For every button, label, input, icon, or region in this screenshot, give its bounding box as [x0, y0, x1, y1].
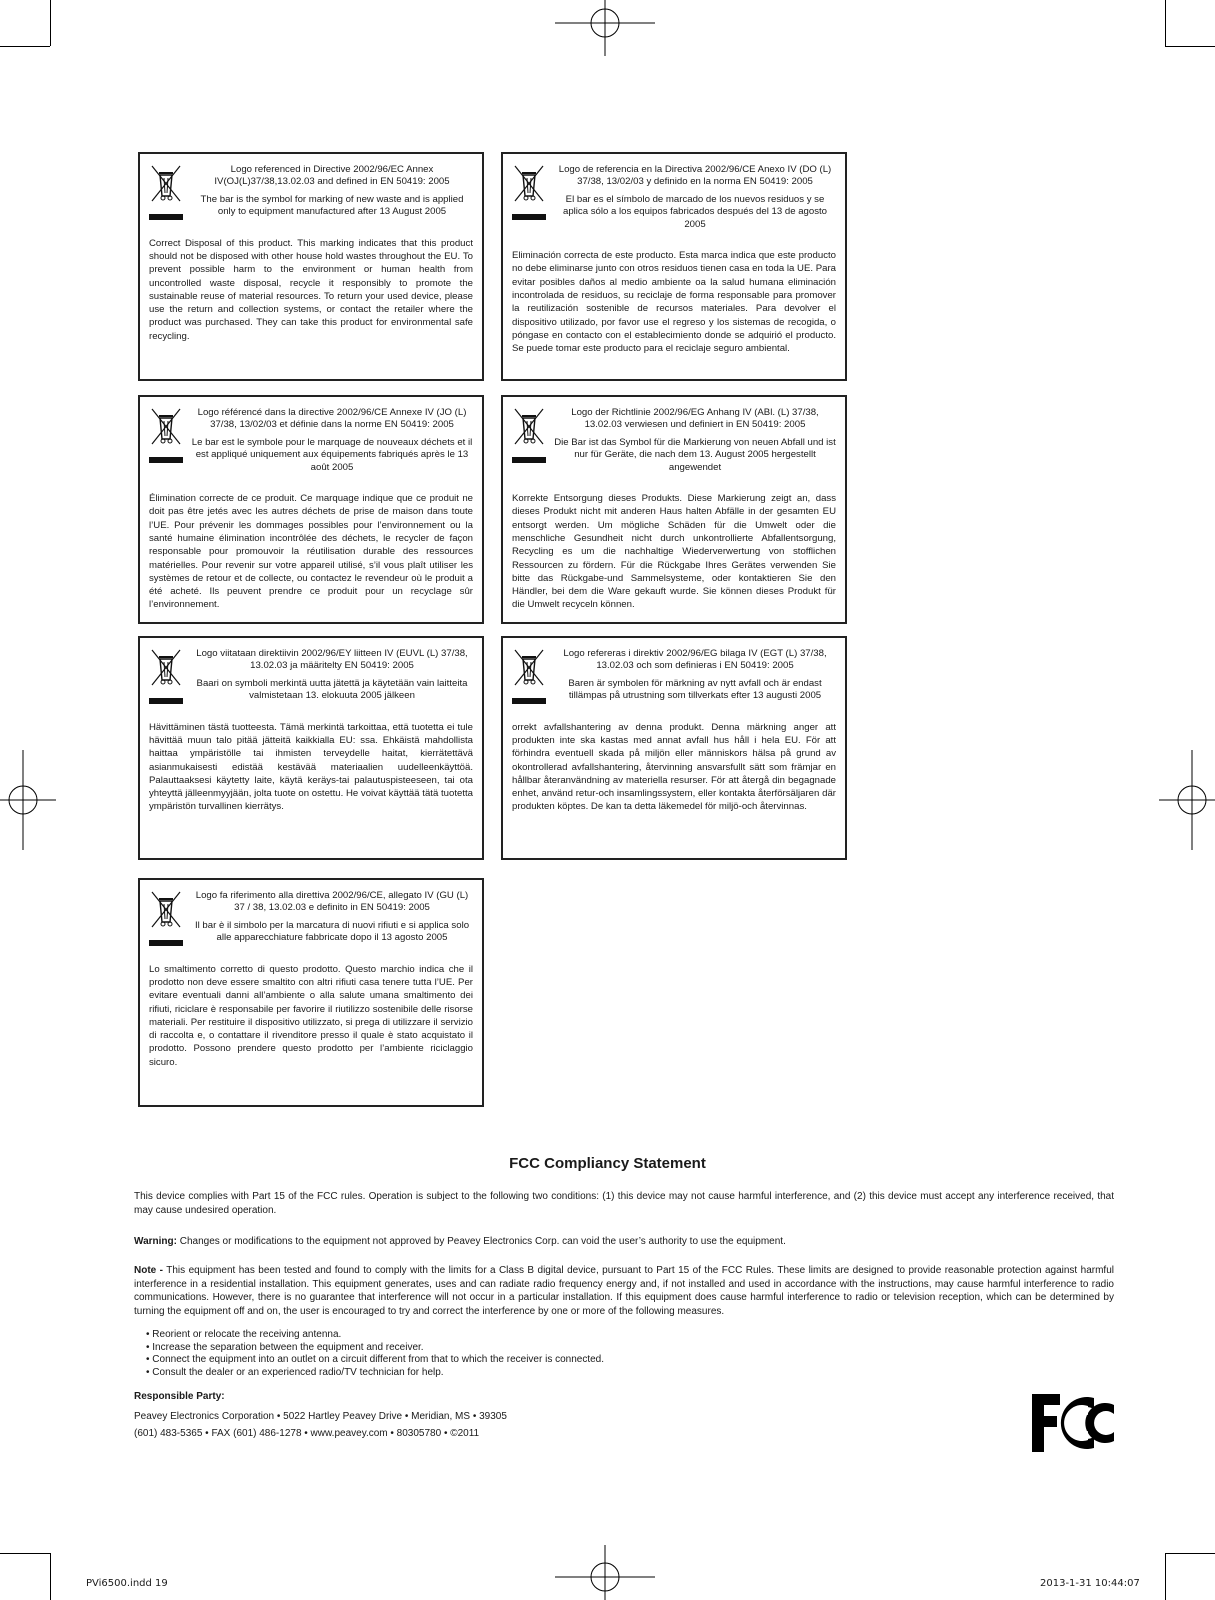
fcc-measure-item: • Reorient or relocate the receiving antenna. — [146, 1329, 604, 1342]
crop-mark — [1165, 1553, 1166, 1600]
crop-mark — [50, 0, 51, 46]
weee-notice-french — [138, 395, 484, 624]
crossed-out-wheelie-bin-icon — [512, 648, 548, 704]
weee-notice-english — [138, 152, 484, 381]
weee-reference: Logo de referencia en la Directiva 2002/96/CE Anexo IV (DO (L) 37/38, 13/02/03 y definido en la norma EN 50419: 2005 — [558, 164, 832, 188]
fcc-note-text: This equipment has been tested and found to comply with the limits for a Class B digital device, pursuant to Part 15 of the FCC Rules. These limits are designed to provide reasonable protection against harmful interference in a residential installation. This equipment generates, uses and can radiate radio frequency energy and, if not installed and used in accordance with the instructions, may cause harmful interference to radio communications. However, there is no guarantee that interference will not occur in a particular installation. If this equipment does cause harmful interference to radio or television reception, which can be determined by turning the equipment off and on, the user is encouraged to try and correct the interference by one or more of the following measures. — [134, 1265, 1114, 1317]
weee-bar-symbol — [512, 698, 546, 704]
weee-body: Korrekte Entsorgung dieses Produkts. Diese Markierung zeigt an, dass dieses Produkt nicht mit anderen Haus halten Abfälle in der gesamten EU entsorgt werden. Um mögliche Schäden für die Umwelt oder die menschliche Gesundheit nicht durch unkontrollierte Abfallentsorgung, Recycling es um die nachhaltige Wiederverwertung von stofflichen Ressourcen zu fördern. Für die Rückgabe Ihres Gerätes verwenden Sie bitte das Rückgabe-und Sammelsysteme, oder kontaktieren Sie den Händler, bei dem die Ware gekauft wurde. Sie können dieses Produkt für die Umwelt recyceln können. — [512, 493, 836, 611]
weee-reference: Logo fa riferimento alla direttiva 2002/96/CE, allegato IV (GU (L) 37 / 38, 13.02.03 e definito in EN 50419: 2005 — [195, 890, 469, 914]
responsible-party-contact: (601) 483-5365 • FAX (601) 486-1278 • www.peavey.com • 80305780 • ©2011 — [134, 1428, 480, 1439]
weee-reference: Logo refereras i direktiv 2002/96/EG bilaga IV (EGT (L) 37/38, 13.02.03 och som definieras i EN 50419: 2005 — [563, 648, 827, 672]
footer-timestamp: 2013-1-31 10:44:07 — [1040, 1578, 1140, 1589]
registration-mark-icon — [0, 745, 56, 855]
responsible-party-heading: Responsible Party: — [134, 1391, 225, 1402]
footer-file-name: PVi6500.indd 19 — [86, 1578, 168, 1589]
weee-bar-description: Die Bar ist das Symbol für die Markierung von neuen Abfall und ist nur für Geräte, die nach dem 13. August 2005 hergestellt angewendet — [554, 436, 836, 473]
fcc-note — [134, 1264, 1114, 1318]
weee-bar-description: Il bar è il simbolo per la marcatura di nuovi rifiuti e si applica solo alle apparecchiature fabbricate dopo il 13 agosto 2005 — [194, 919, 470, 944]
weee-bar-description: Baren är symbolen för märkning av nytt avfall och är endast tillämpas på utrustning som tillverkats efter 13 augusti 2005 — [568, 677, 822, 702]
weee-reference: Logo référencé dans la directive 2002/96/CE Annexe IV (JO (L) 37/38, 13/02/03 et définie dans la norme EN 50419: 2005 — [197, 407, 467, 431]
weee-body: Lo smaltimento corretto di questo prodotto. Questo marchio indica che il prodotto non deve essere smaltito con altri rifiuti casa tenere tutta l’UE. Per evitare eventuali danni all’ambiente o alla salute umana smaltimento dei rifiuti, riciclare è responsabile per favorire il riutilizzo sostenibile delle risorse materiali. Per restituire il dispositivo utilizzato, si prega di utilizzare il servizio di raccolta e, o contattare il rivenditore presso il quale è stato acquistato il prodotto. Possono prendere questo prodotto per l’ambiente riciclaggio sicuro. — [149, 963, 473, 1068]
weee-body: Hävittäminen tästä tuotteesta. Tämä merkintä tarkoittaa, että tuotetta ei tule hävittää muun talo pitää jätteitä kaikkialla EU: ssa. Ehkäistä mahdollista haittaa ympäristölle tai ihmisten terveydelle haitat, kierrätettävä asianmukaisesti edistää kestävää materiaalien uudelleenkäyttöä. Palauttaaksesi käytetty laite, käytä keräys-tai palautuspisteeseen, tai ota yhteyttä jälleenmyyjään, jolta tuote on ostettu. He voivat käyttää tätä tuotetta ympäristön turvallinen kierrätys. — [149, 721, 473, 813]
weee-bar-symbol — [512, 457, 546, 463]
weee-body: Eliminación correcta de este producto. Esta marca indica que este producto no debe eliminarse junto con otros residuos tienen casa en toda la UE. Para evitar posibles daños al medio ambiente oa la salud humana eliminación incontrolada de residuos, su reciclaje de forma responsable para promover la reutilización sostenible de recursos materiales. Para devolver el dispositivo utilizado, por favor use el regreso y los sistemas de recogida, o póngase en contacto con el establecimiento donde se adquirió el producto. Se puede tomar este producto para el reciclaje seguro ambiental. — [512, 250, 836, 355]
weee-body: orrekt avfallshantering av denna produkt. Denna märkning anger att produkten inte ska kastas med annat avfall hus håll i hela EU. För att förhindra eventuell skada på miljön eller människors hälsa på grund av okontrollerad avfallshantering, återvinning ansvarsfullt sätt som främjar en hållbar återanvändning av materiella resurser. För att återgå din begagnade enhet, använd retur-och insamlingssystem, eller kontakta återförsäljaren där produkten köptes. De kan ta detta läkemedel för miljö-och återvinnas. — [512, 721, 836, 813]
fcc-measure-item: • Consult the dealer or an experienced radio/TV technician for help. — [146, 1367, 604, 1380]
weee-reference: Logo der Richtlinie 2002/96/EG Anhang IV (ABl. (L) 37/38, 13.02.03 verwiesen und definiert in EN 50419: 2005 — [571, 407, 819, 431]
fcc-warning-text: Changes or modifications to the equipment not approved by Peavey Electronics Corp. can void the user’s authority to use the equipment. — [176, 1236, 786, 1247]
crossed-out-wheelie-bin-icon — [512, 407, 548, 463]
fcc-measure-item: • Increase the separation between the equipment and receiver. — [146, 1342, 604, 1355]
weee-body: Élimination correcte de ce produit. Ce marquage indique que ce produit ne doit pas être jetés avec les autres déchets de prise de maison dans toute l’UE. Pour prévenir les dommages possibles pour l’environnement ou la santé humaine élimination incontrôlée des déchets, le recycler de façon responsable pour promouvoir la réutilisation durable des ressources matérielles. Pour revenir sur votre appareil utilisé, s’il vous plaît utiliser les systèmes de retour et de collecte, ou contactez le revendeur où le produit a été acheté. Ils peuvent prendre ce produit pour un recyclage sûr l’environnement. — [149, 493, 473, 611]
weee-bar-symbol — [512, 214, 546, 220]
weee-bar-symbol — [149, 698, 183, 704]
crop-mark — [50, 1553, 51, 1600]
weee-reference: Logo referenced in Directive 2002/96/EC Annex IV(OJ(L)37/38,13.02.03 and defined in EN 50419: 2005 — [214, 164, 450, 188]
weee-bar-description: El bar es el símbolo de marcado de los nuevos residuos y se aplica sólo a los equipos fabricados después del 13 de agosto 2005 — [562, 193, 827, 230]
fcc-warning — [134, 1235, 1114, 1249]
weee-notice-german — [501, 395, 847, 624]
fcc-note-label: Note - — [134, 1265, 163, 1276]
crop-mark — [0, 46, 50, 47]
crossed-out-wheelie-bin-icon — [149, 648, 185, 704]
crop-mark — [1165, 1553, 1215, 1554]
weee-reference: Logo viitataan direktiivin 2002/96/EY liitteen IV (EUVL (L) 37/38, 13.02.03 ja määritelty EN 50419: 2005 — [196, 648, 468, 672]
weee-notice-finnish — [138, 636, 484, 860]
fcc-logo-icon — [1030, 1392, 1116, 1454]
weee-notice-swedish — [501, 636, 847, 860]
fcc-measure-item: • Connect the equipment into an outlet on a circuit different from that to which the receiver is connected. — [146, 1354, 604, 1367]
weee-bar-symbol — [149, 214, 183, 220]
crop-mark — [1165, 46, 1215, 47]
weee-bar-description: Le bar est le symbole pour le marquage de nouveaux déchets et il est appliqué uniquement aux équipements fabriqués après le 13 août 2005 — [191, 436, 473, 473]
weee-bar-description: Baari on symboli merkintä uutta jätettä ja käytetään vain laitteita valmistetaan 13. elokuuta 2005 jälkeen — [196, 677, 468, 702]
weee-notice-italian — [138, 878, 484, 1107]
crossed-out-wheelie-bin-icon — [149, 164, 185, 220]
crossed-out-wheelie-bin-icon — [149, 407, 185, 463]
weee-body: Correct Disposal of this product. This marking indicates that this product should not be disposed with other house hold wastes throughout the EU. To prevent possible harm to the environment or human health from uncontrolled waste disposal, recycle it responsibly to promote the sustainable reuse of material resources. To return your used device, please use the return and collection systems, or contact the retailer where the product was purchased. They can take this product for environmental safe recycling. — [149, 237, 473, 342]
crossed-out-wheelie-bin-icon — [149, 890, 185, 946]
crop-mark — [1165, 0, 1166, 46]
registration-mark-icon — [550, 1545, 660, 1600]
fcc-warning-label: Warning: — [134, 1236, 177, 1247]
weee-bar-symbol — [149, 457, 183, 463]
responsible-party-address: Peavey Electronics Corporation • 5022 Hartley Peavey Drive • Meridian, MS • 39305 — [134, 1411, 507, 1422]
fcc-intro: This device complies with Part 15 of the FCC rules. Operation is subject to the following two conditions: (1) this device may not cause harmful interference, and (2) this device must accept any interference received, that may cause undesired operation. — [134, 1191, 1114, 1216]
crossed-out-wheelie-bin-icon — [512, 164, 548, 220]
registration-mark-icon — [550, 0, 660, 56]
fcc-measures-list — [146, 1329, 604, 1379]
fcc-title: FCC Compliancy Statement — [509, 1155, 706, 1172]
weee-bar-symbol — [149, 940, 183, 946]
weee-notice-spanish — [501, 152, 847, 381]
crop-mark — [0, 1553, 50, 1554]
weee-bar-description: The bar is the symbol for marking of new waste and is applied only to equipment manufactured after 13 August 2005 — [200, 193, 464, 218]
registration-mark-icon — [1159, 745, 1215, 855]
